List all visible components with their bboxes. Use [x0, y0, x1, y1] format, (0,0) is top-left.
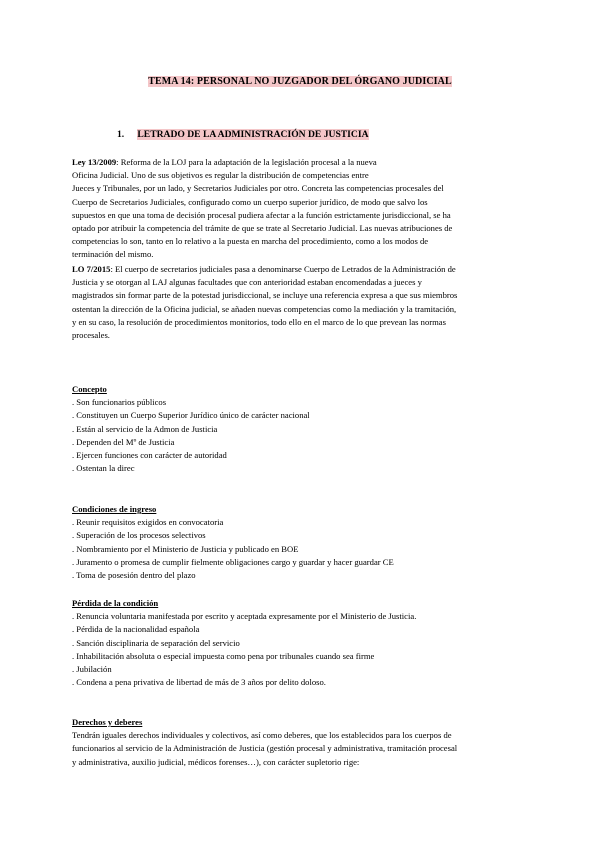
lo7-line: Justicia y se otorgan al LAJ algunas facultades que con anterioridad estaban encomendadas a jueces y — [72, 277, 422, 288]
list-item: . Superación de los procesos selectivos — [72, 530, 206, 541]
list-item: . Toma de posesión dentro del plazo — [72, 570, 196, 581]
list-item: . Juramento o promesa de cumplir fielmente obligaciones cargo y guardar y hacer guardar CE — [72, 556, 394, 567]
section-heading-text: LETRADO DE LA ADMINISTRACIÓN DE JUSTICIA — [137, 129, 369, 140]
list-item: . Dependen del Mº de Justicia — [72, 436, 175, 447]
document-title-block — [0, 71, 600, 89]
derechos-line: y administrativa, auxilio judicial, médicos forenses…), con carácter supletorio rige: — [72, 756, 360, 767]
list-item: . Son funcionarios públicos — [72, 397, 167, 408]
derechos-line: Tendrán iguales derechos individuales y colectivos, así como deberes, que los establecidos para los cuerpos de — [72, 730, 452, 741]
list-item: . Pérdida de la nacionalidad española — [72, 624, 200, 635]
perdida-title: Pérdida de la condición — [72, 598, 159, 608]
ley13-line: terminación del mismo. — [72, 249, 154, 260]
section-number: 1. — [117, 129, 125, 140]
list-item: . Sanción disciplinaria de separación del servicio — [72, 637, 240, 648]
perdida-section — [72, 597, 527, 689]
list-item: . Ejercen funciones con carácter de autoridad — [72, 450, 227, 461]
ley13-line: Oficina Judicial. Uno de sus objetivos es regular la distribución de competencias entre — [72, 170, 369, 181]
concepto-section — [72, 383, 527, 475]
ley13-line: optado por atribuir la competencia del trámite de que se trate al Secretario Judicial. Las nuevas atribuciones de — [72, 223, 453, 234]
lo7-paragraph — [72, 263, 527, 342]
condiciones-title: Condiciones de ingreso — [72, 504, 157, 514]
concepto-title: Concepto — [72, 384, 107, 394]
list-item: . Están al servicio de la Admon de Justicia — [72, 423, 218, 434]
lo7-label: LO 7/2015 — [72, 264, 111, 274]
derechos-title: Derechos y deberes — [72, 717, 143, 727]
condiciones-section — [72, 503, 527, 582]
list-item: . Renuncia voluntaria manifestada por escrito y aceptada expresamente por el Ministerio de Justicia. — [72, 611, 417, 622]
derechos-line: funcionarios al servicio de la Administración de Justicia (gestión procesal y administrativa, tramitación procesal — [72, 743, 458, 754]
list-item: . Nombramiento por el Ministerio de Justicia y publicado en BOE — [72, 543, 299, 554]
ley13-label: Ley 13/2009 — [72, 157, 117, 167]
list-item: . Ostentan la direc — [72, 463, 135, 474]
lo7-line: procesales. — [72, 330, 110, 341]
list-item: . Inhabilitación absoluta o especial impuesta como pena por tribunales cuando sea firme — [72, 650, 375, 661]
document-title: TEMA 14: PERSONAL NO JUZGADOR DEL ÓRGANO JUDICIAL — [148, 76, 452, 87]
lo7-line: LO 7/2015: El cuerpo de secretarios judiciales pasa a denominarse Cuerpo de Letrados de la Administración de — [72, 264, 456, 274]
ley13-line: supuestos en que una toma de decisión procesal pudiera afectar a la función estrictamente jurisdiccional, se ha — [72, 209, 451, 220]
ley13-paragraph — [72, 156, 527, 262]
list-item: . Constituyen un Cuerpo Superior Jurídico único de carácter nacional — [72, 410, 310, 421]
list-item: . Condena a pena privativa de libertad de más de 3 años por delito doloso. — [72, 677, 326, 688]
derechos-section — [72, 716, 527, 769]
ley13-line: Ley 13/2009: Reforma de la LOJ para la adaptación de la legislación procesal a la nueva — [72, 157, 377, 167]
ley13-line: competencias lo son, tanto en lo relativo a la puesta en marcha del procedimiento, como a los modos de — [72, 236, 429, 247]
lo7-line: magistrados sin formar parte de la potestad jurisdiccional, se incluye una referencia expresa a que sus miembros — [72, 290, 458, 301]
list-item: . Reunir requisitos exigidos en convocatoria — [72, 517, 224, 528]
ley13-line: Cuerpo de Secretarios Judiciales, configurado como un cuerpo superior jurídico, de modo que salvo los — [72, 196, 428, 207]
lo7-line: ostentan la dirección de la Oficina judicial, se añaden nuevas competencias como la mediación y la tramitación, — [72, 303, 457, 314]
ley13-line: Jueces y Tribunales, por un lado, y Secretarios Judiciales por otro. Concreta las competencias procesales del — [72, 183, 444, 194]
list-item: . Jubilación — [72, 664, 112, 675]
lo7-line: y en su caso, la resolución de procedimientos monitorios, todo ello en el marco de lo que prevean las normas — [72, 316, 446, 327]
section-heading — [117, 129, 369, 140]
